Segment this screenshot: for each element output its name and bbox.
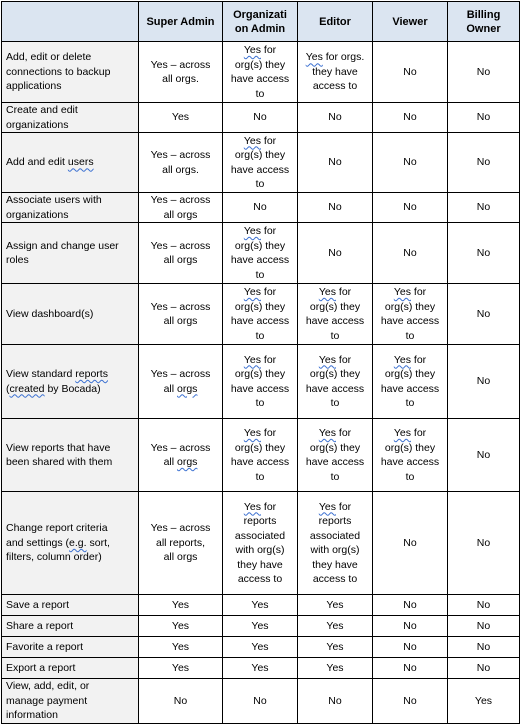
feature-cell: Export a report: [2, 658, 139, 679]
permission-cell: No: [298, 193, 373, 223]
permission-cell: No: [139, 679, 223, 724]
permission-cell: No: [373, 103, 448, 133]
permission-cell: No: [448, 193, 520, 223]
permission-cell: No: [448, 133, 520, 193]
permission-cell: No: [448, 103, 520, 133]
permission-cell: Yes: [139, 616, 223, 637]
permission-cell: No: [448, 616, 520, 637]
feature-cell: Associate users with organizations: [2, 193, 139, 223]
permission-cell: Yes – across all orgs: [139, 284, 223, 345]
permission-cell: Yes – across all orgs: [139, 193, 223, 223]
permission-cell: Yes for org(s) they have access to: [223, 284, 298, 345]
permission-cell: Yes: [298, 658, 373, 679]
permission-cell: No: [448, 42, 520, 103]
permission-cell: No: [448, 492, 520, 595]
table-row: [2, 595, 520, 616]
header-billing-owner: Billing Owner: [448, 2, 520, 42]
permission-cell: Yes – across all reports, all orgs: [139, 492, 223, 595]
permission-cell: No: [448, 595, 520, 616]
header-organization-admin: Organizati on Admin: [223, 2, 298, 42]
permission-cell: No: [298, 133, 373, 193]
permission-cell: Yes for org(s) they have access to: [298, 284, 373, 345]
header-blank: [2, 2, 139, 42]
permission-cell: Yes for org(s) they have access to: [298, 419, 373, 492]
table-row: [2, 133, 520, 193]
permission-cell: No: [223, 679, 298, 724]
feature-cell: View standard reports (created by Bocada): [2, 345, 139, 419]
permission-cell: Yes: [139, 658, 223, 679]
permission-cell: Yes: [139, 595, 223, 616]
permission-cell: No: [223, 193, 298, 223]
permission-cell: No: [298, 679, 373, 724]
feature-cell: Add and edit users: [2, 133, 139, 193]
header-super-admin: Super Admin: [139, 2, 223, 42]
permission-cell: Yes – across all orgs: [139, 345, 223, 419]
table-header: [2, 2, 520, 42]
permission-cell: No: [373, 42, 448, 103]
permission-cell: No: [298, 223, 373, 284]
table-row: [2, 193, 520, 223]
table-row: [2, 658, 520, 679]
permission-cell: Yes: [448, 679, 520, 724]
header-editor: Editor: [298, 2, 373, 42]
permission-cell: Yes: [223, 658, 298, 679]
feature-cell: Share a report: [2, 616, 139, 637]
permission-cell: Yes for org(s) they have access to: [373, 419, 448, 492]
permission-cell: No: [373, 193, 448, 223]
permission-cell: Yes: [223, 616, 298, 637]
table-row: [2, 419, 520, 492]
permission-cell: Yes: [139, 637, 223, 658]
permission-cell: No: [373, 658, 448, 679]
permission-cell: No: [373, 133, 448, 193]
permission-cell: No: [298, 103, 373, 133]
permission-cell: Yes: [223, 637, 298, 658]
permission-cell: Yes: [298, 616, 373, 637]
permission-cell: Yes for org(s) they have access to: [223, 133, 298, 193]
permission-cell: Yes: [298, 637, 373, 658]
permission-cell: Yes – across all orgs.: [139, 133, 223, 193]
feature-cell: Add, edit or delete connections to backup applications: [2, 42, 139, 103]
table-row: [2, 223, 520, 284]
permission-cell: Yes – across all orgs: [139, 223, 223, 284]
permission-cell: Yes: [139, 103, 223, 133]
permission-cell: Yes for reports associated with org(s) they have access to: [223, 492, 298, 595]
table-row: [2, 284, 520, 345]
permission-cell: Yes for orgs. they have access to: [298, 42, 373, 103]
permission-cell: Yes for org(s) they have access to: [373, 284, 448, 345]
header-viewer: Viewer: [373, 2, 448, 42]
permission-cell: No: [448, 419, 520, 492]
feature-cell: Create and edit organizations: [2, 103, 139, 133]
feature-cell: View reports that have been shared with them: [2, 419, 139, 492]
feature-cell: Save a report: [2, 595, 139, 616]
table-row: [2, 679, 520, 724]
table-row: [2, 345, 520, 419]
table-body: [2, 42, 520, 724]
permission-cell: No: [448, 223, 520, 284]
table-row: [2, 637, 520, 658]
feature-cell: Change report criteria and settings (e.g. sort, filters, column order): [2, 492, 139, 595]
permission-cell: Yes – across all orgs.: [139, 42, 223, 103]
permission-cell: Yes: [223, 595, 298, 616]
permission-cell: Yes for org(s) they have access to: [223, 223, 298, 284]
permission-cell: No: [373, 223, 448, 284]
permission-cell: No: [373, 616, 448, 637]
permission-cell: No: [373, 492, 448, 595]
feature-cell: View, add, edit, or manage payment information: [2, 679, 139, 724]
permissions-table: [1, 1, 520, 724]
permission-cell: No: [373, 595, 448, 616]
permission-cell: No: [373, 637, 448, 658]
table-row: [2, 616, 520, 637]
permission-cell: No: [448, 345, 520, 419]
feature-cell: Favorite a report: [2, 637, 139, 658]
table-row: [2, 103, 520, 133]
header-row: [2, 2, 520, 42]
permission-cell: Yes for org(s) they have access to: [298, 345, 373, 419]
permission-cell: No: [373, 679, 448, 724]
permission-cell: Yes for org(s) they have access to: [223, 42, 298, 103]
table-row: [2, 42, 520, 103]
permission-cell: Yes – across all orgs: [139, 419, 223, 492]
permission-cell: Yes: [298, 595, 373, 616]
feature-cell: Assign and change user roles: [2, 223, 139, 284]
permission-cell: Yes for org(s) they have access to: [373, 345, 448, 419]
permission-cell: Yes for org(s) they have access to: [223, 345, 298, 419]
permission-cell: No: [223, 103, 298, 133]
permission-cell: No: [448, 658, 520, 679]
permission-cell: No: [448, 284, 520, 345]
permission-cell: Yes for reports associated with org(s) they have access to: [298, 492, 373, 595]
table-row: [2, 492, 520, 595]
permission-cell: Yes for org(s) they have access to: [223, 419, 298, 492]
permission-cell: No: [448, 637, 520, 658]
feature-cell: View dashboard(s): [2, 284, 139, 345]
